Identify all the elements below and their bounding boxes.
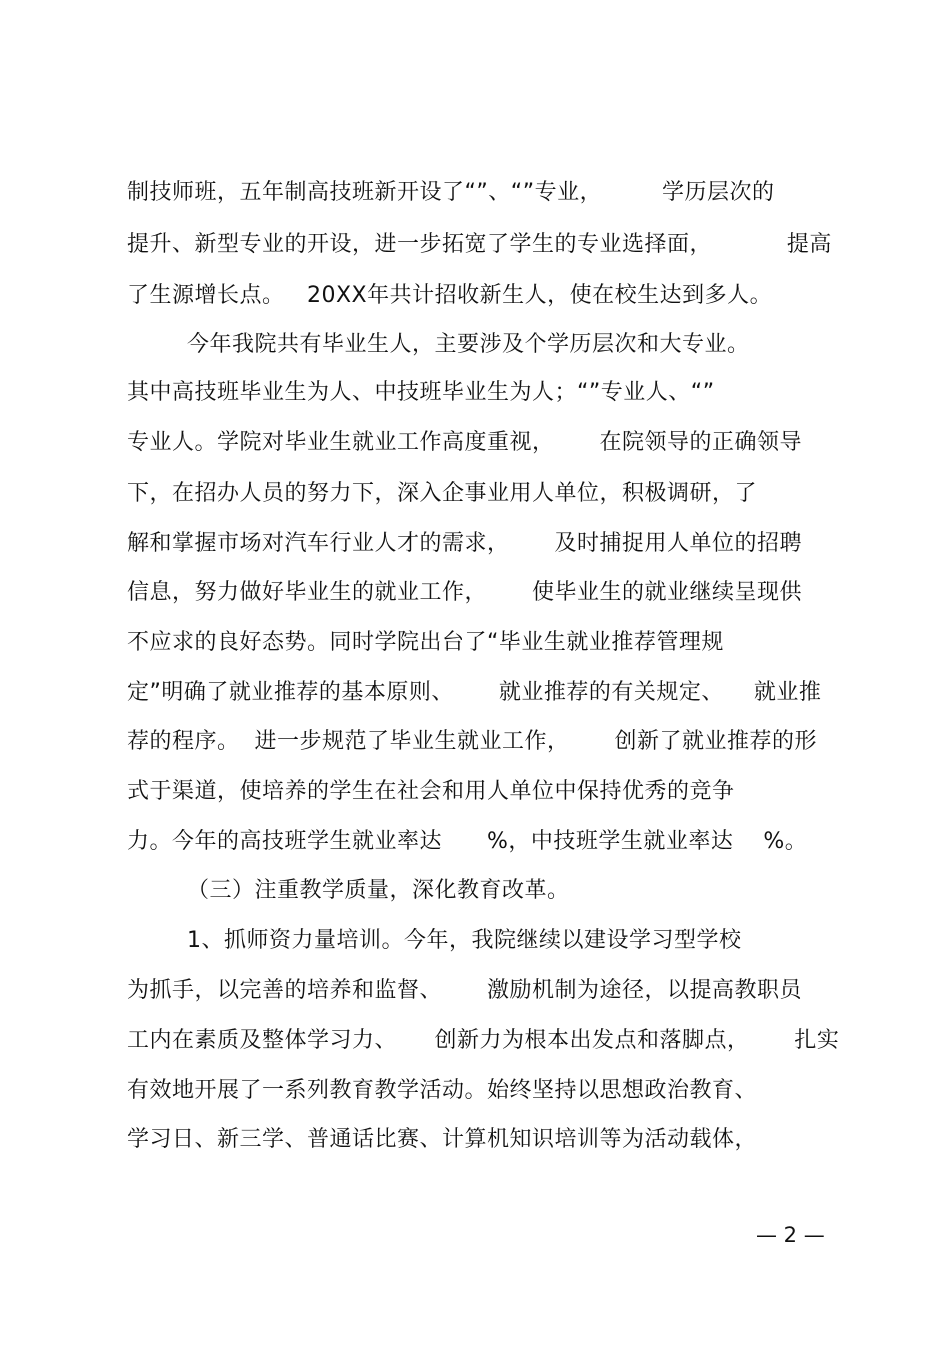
body-line: 制技师班，五年制高技班新开设了“”、“”专业， 学历层次的 [127,180,775,205]
body-line: 今年我院共有毕业生人，主要涉及个学历层次和大专业。 [127,332,750,357]
page-number: — 2 — [756,1223,825,1247]
subsection-heading: 1、抓师资力量培训。今年，我院继续以建设学习型学校 [127,928,742,953]
body-line: 下，在招办人员的努力下，深入企事业用人单位，积极调研，了 [127,481,758,506]
body-line: 工内在素质及整体学习力、 创新力为根本出发点和落脚点， 扎实 [127,1028,840,1053]
body-line: 荐的程序。 进一步规范了毕业生就业工作， 创新了就业推荐的形 [127,729,817,754]
body-line: 学习日、新三学、普通话比赛、计算机知识培训等为活动载体， [127,1127,758,1152]
body-line: 了生源增长点。 20XX年共计招收新生人，使在校生达到多人。 [127,283,773,308]
body-line: 式于渠道，使培养的学生在社会和用人单位中保持优秀的竞争 [127,779,735,804]
body-line: 不应求的良好态势。同时学院出台了“毕业生就业推荐管理规 [127,630,724,655]
body-line: 有效地开展了一系列教育教学活动。始终坚持以思想政治教育、 [127,1078,758,1103]
body-line: 信息，努力做好毕业生的就业工作， 使毕业生的就业继续呈现供 [127,580,802,605]
body-line: 解和掌握市场对汽车行业人才的需求， 及时捕捉用人单位的招聘 [127,531,802,556]
body-line: 提升、新型专业的开设，进一步拓宽了学生的专业选择面， 提高 [127,232,832,257]
section-heading: （三）注重教学质量，深化教育改革。 [127,878,570,903]
body-line: 定”明确了就业推荐的基本原则、 就业推荐的有关规定、 就业推 [127,680,822,705]
body-line: 为抓手，以完善的培养和监督、 激励机制为途径，以提高教职员 [127,978,802,1003]
body-line: 力。今年的高技班学生就业率达 %，中技班学生就业率达 %。 [127,829,808,854]
body-line: 其中高技班毕业生为人、中技班毕业生为人；“”专业人、“” [127,380,715,405]
body-line: 专业人。学院对毕业生就业工作高度重视， 在院领导的正确领导 [127,430,802,455]
